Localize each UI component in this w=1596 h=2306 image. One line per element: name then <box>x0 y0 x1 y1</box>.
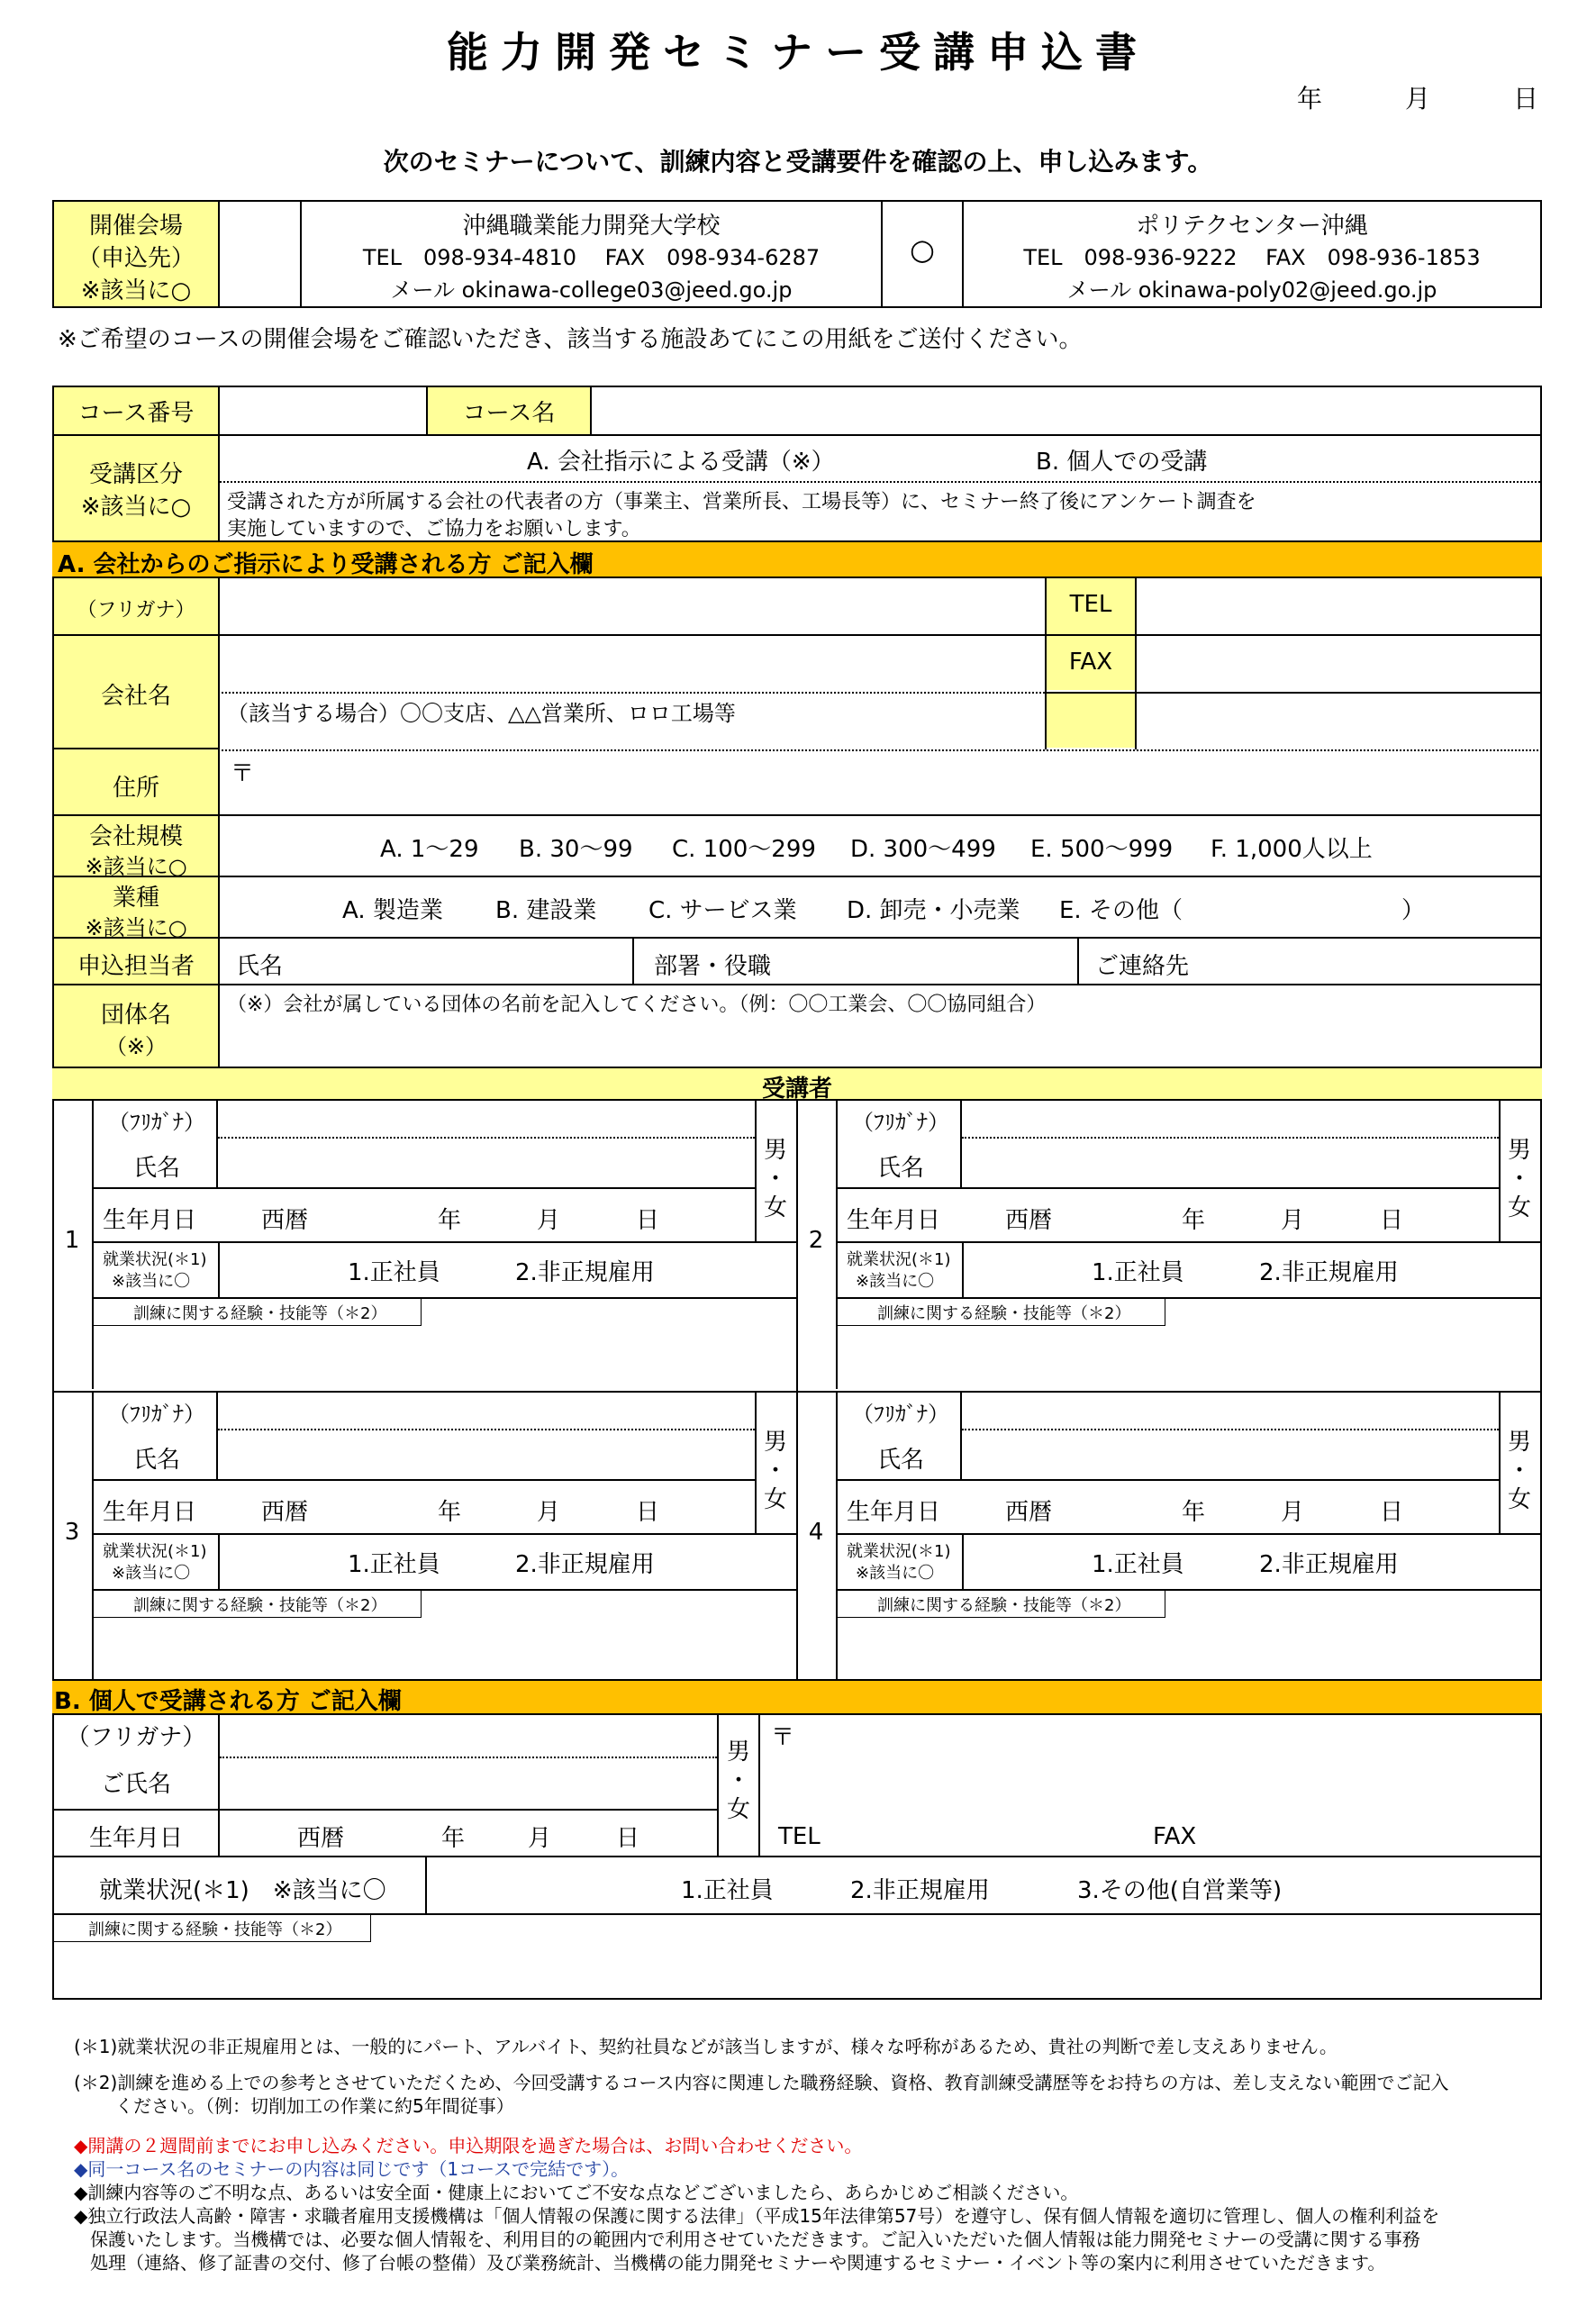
trainee-gender-female[interactable]: 女 <box>1507 1194 1531 1221</box>
trainee-day: 日 <box>1380 1499 1404 1526</box>
trainee-birth-field[interactable] <box>1003 1481 1497 1531</box>
section-a-title: A. 会社からのご指示により受講される方 ご記入欄 <box>58 551 594 578</box>
same-course-note: ◆同一コース名のセミナーの内容は同じです（1コースで完結です）。 <box>74 2158 630 2180</box>
course-number-field[interactable] <box>220 387 426 434</box>
trainee-birth-label: 生年月日 <box>847 1207 941 1234</box>
size-option-d[interactable]: D. 300～499 <box>850 836 996 863</box>
company-name-label: 会社名 <box>100 683 171 710</box>
industry-other-close: ） <box>1401 897 1426 924</box>
trainee-gender-dot: ・ <box>1507 1166 1531 1193</box>
size-option-f[interactable]: F. 1,000人以上 <box>1211 836 1373 863</box>
size-option-b[interactable]: B. 30～99 <box>519 836 633 863</box>
branch-note: （該当する場合）〇〇支店、△△営業所、ロロ工場等 <box>227 701 736 726</box>
group-label-1: 団体名 <box>100 1002 171 1029</box>
size-option-c[interactable]: C. 100～299 <box>672 836 816 863</box>
trainee-number: 4 <box>808 1519 824 1546</box>
footnote-2b: ください。（例：切削加工の作業に約5年間従事） <box>115 2095 514 2117</box>
trainee-furigana-label: （ﾌﾘｶﾞﾅ） <box>108 1110 205 1135</box>
b-era: 西暦 <box>297 1825 345 1852</box>
trainee-furigana-label: （ﾌﾘｶﾞﾅ） <box>108 1402 205 1427</box>
footnote-2a: (＊2)訓練を進める上での参考とさせていただくため、今回受講するコース内容に関連した職務経験、資格、教育訓練受講歴等をお持ちの方は、差し支えない範囲でご記入 <box>74 2072 1449 2093</box>
college-option[interactable] <box>302 202 881 306</box>
course-name-label: コース名 <box>462 400 556 427</box>
trainee-name-field[interactable] <box>962 1139 1497 1187</box>
b-emp-opt-3[interactable]: 3.その他(自営業等) <box>1077 1877 1283 1904</box>
b-birth-label: 生年月日 <box>88 1825 183 1852</box>
trainee-emp-label-1: 就業状況(＊1) <box>847 1542 951 1561</box>
venue-note: ※ご希望のコースの開催会場をご確認いただき、該当する施設あてにこの用紙をご送付ください。 <box>58 326 1083 353</box>
size-option-e[interactable]: E. 500～999 <box>1030 836 1174 863</box>
company-furigana-field[interactable] <box>220 578 1045 634</box>
trainee-birth-label: 生年月日 <box>847 1499 941 1526</box>
individual-name-label: ご氏名 <box>100 1771 171 1798</box>
trainee-month: 月 <box>537 1207 561 1234</box>
b-tel-label: TEL <box>778 1823 821 1850</box>
contact-info-label: ご連絡先 <box>1095 953 1190 980</box>
course-note-2: 実施していますので、ご協力をお願いします。 <box>227 518 641 540</box>
trainee-emp-opt-2[interactable]: 2.非正規雇用 <box>1259 1551 1399 1578</box>
trainee-era: 西暦 <box>1005 1207 1053 1234</box>
trainee-month: 月 <box>1281 1499 1305 1526</box>
industry-option-e[interactable]: E. その他（ <box>1059 897 1183 924</box>
b-year: 年 <box>441 1825 466 1852</box>
trainee-day: 日 <box>636 1207 660 1234</box>
trainee-furigana-label: （ﾌﾘｶﾞﾅ） <box>852 1402 949 1427</box>
date-month: 月 <box>1405 84 1431 113</box>
trainee-year: 年 <box>1182 1499 1206 1526</box>
trainee-name-label: 氏名 <box>877 1155 925 1182</box>
industry-option-b[interactable]: B. 建設業 <box>495 897 597 924</box>
trainee-emp-label-2: ※該当に〇 <box>856 1564 935 1583</box>
date-day: 日 <box>1513 84 1539 113</box>
trainee-emp-label-2: ※該当に〇 <box>112 1564 191 1583</box>
venue-label-2: （申込先） <box>77 245 195 272</box>
trainee-gender-male[interactable]: 男 <box>763 1429 787 1456</box>
postal-mark-b: 〒 <box>771 1724 795 1751</box>
b-day: 日 <box>616 1825 640 1852</box>
company-fax-field[interactable] <box>1137 636 1540 692</box>
trainee-furigana-field[interactable] <box>962 1101 1497 1137</box>
course-note-1: 受講された方が所属する会社の代表者の方（事業主、営業所長、工場長等）に、セミナー終了後にアンケート調査を <box>227 491 1256 513</box>
venue-label-3: ※該当に○ <box>80 277 192 304</box>
contact-name-field[interactable] <box>306 939 630 984</box>
company-tel-field[interactable] <box>1137 578 1540 634</box>
trainee-era: 西暦 <box>261 1207 309 1234</box>
trainee-gender-male[interactable]: 男 <box>1507 1137 1531 1164</box>
trainee-year: 年 <box>438 1207 462 1234</box>
trainee-furigana-field[interactable] <box>962 1393 1497 1429</box>
b-gender-male[interactable]: 男 <box>726 1739 750 1766</box>
contact-label: 申込担当者 <box>77 953 195 980</box>
footnote-1: (＊1)就業状況の非正規雇用とは、一般的にパート、アルバイト、契約社員などが該当しますが、様々な呼称があるため、貴社の判断で差し支えありません。 <box>74 2036 1338 2057</box>
trainee-birth-label: 生年月日 <box>103 1207 197 1234</box>
course-type-label-1: 受講区分 <box>88 461 183 488</box>
privacy-note-3: 処理（連絡、修了証書の交付、修了台帳の整備）及び業務統計、当機構の能力開発セミナーや関連するセミナー・イベント等の案内に利用させていただきます。 <box>90 2252 1386 2274</box>
privacy-note-1: ◆独立行政法人高齢・障害・求職者雇用支援機構は「個人情報の保護に関する法律」（平成15年法律第57号）を遵守し、保有個人情報を適切に管理し、個人の権利利益を <box>74 2205 1440 2227</box>
trainee-emp-label-2: ※該当に〇 <box>112 1272 191 1291</box>
consult-note: ◆訓練内容等のご不明な点、あるいは安全面・健康上においてご不安な点などございましたら、あらかじめご相談ください。 <box>74 2182 1079 2203</box>
trainee-day: 日 <box>1380 1207 1404 1234</box>
trainee-emp-label-2: ※該当に〇 <box>856 1272 935 1291</box>
venue-label-1: 開催会場 <box>88 213 183 240</box>
course-type-label-2: ※該当に○ <box>80 494 192 521</box>
fax-label-a: FAX <box>1068 649 1113 676</box>
trainee-emp-opt-1[interactable]: 1.正社員 <box>1092 1259 1184 1286</box>
trainee-month: 月 <box>1281 1207 1305 1234</box>
intro-text: 次のセミナーについて、訓練内容と受講要件を確認の上、申し込みます。 <box>383 147 1213 177</box>
trainee-birth-label: 生年月日 <box>103 1499 197 1526</box>
trainee-emp-label-1: 就業状況(＊1) <box>847 1250 951 1269</box>
trainee-name-field[interactable] <box>218 1430 753 1479</box>
industry-option-d[interactable]: D. 卸売・小売業 <box>847 897 1020 924</box>
trainee-emp-opt-2[interactable]: 2.非正規雇用 <box>1259 1259 1399 1286</box>
college-tel-fax: TEL 098-934-4810 FAX 098-934-6287 <box>362 245 821 270</box>
b-gender-dot: ・ <box>726 1767 750 1794</box>
page-title: 能力開発セミナー受講申込書 <box>447 28 1149 77</box>
deadline-note: ◆開講の２週間前までにお申し込みください。申込期限を過ぎた場合は、お問い合わせください。 <box>74 2135 863 2156</box>
contact-dept-field[interactable] <box>784 939 1075 984</box>
group-label-2: （※） <box>104 1034 168 1059</box>
trainee-emp-opt-1[interactable]: 1.正社員 <box>348 1551 440 1578</box>
postal-mark-a: 〒 <box>231 760 255 787</box>
contact-dept-label: 部署・役職 <box>654 953 772 980</box>
poly-tel-fax: TEL 098-936-9222 FAX 098-936-1853 <box>1023 245 1481 270</box>
poly-mail: メール okinawa-poly02@jeed.go.jp <box>1066 277 1437 303</box>
trainee-era: 西暦 <box>1005 1499 1053 1526</box>
trainee-furigana-field[interactable] <box>218 1101 753 1137</box>
industry-label-2: ※該当に○ <box>85 915 187 940</box>
date-year: 年 <box>1297 84 1323 113</box>
trainee-birth-field[interactable] <box>259 1189 753 1239</box>
company-name-field[interactable] <box>220 636 1045 692</box>
b-emp-opt-1[interactable]: 1.正社員 <box>681 1877 774 1904</box>
option-company[interactable]: A. 会社指示による受講（※） <box>527 449 835 476</box>
trainee-gender-female[interactable]: 女 <box>763 1194 787 1221</box>
poly-name: ポリテクセンター沖縄 <box>1136 213 1368 240</box>
trainee-emp-label-1: 就業状況(＊1) <box>103 1542 207 1561</box>
trainee-birth-field[interactable] <box>1003 1189 1497 1239</box>
industry-option-a[interactable]: A. 製造業 <box>342 897 443 924</box>
section-b-title: B. 個人で受講される方 ご記入欄 <box>54 1688 402 1715</box>
trainee-number: 3 <box>64 1519 80 1546</box>
contact-info-field[interactable] <box>1207 939 1540 984</box>
selected-mark: ○ <box>910 232 935 267</box>
trainee-number: 2 <box>808 1227 824 1254</box>
trainee-exp-label: 訓練に関する経験・技能等（＊2） <box>133 1304 387 1323</box>
trainee-name-field[interactable] <box>962 1430 1497 1479</box>
individual-furigana-field[interactable] <box>220 1715 717 1757</box>
trainee-gender-dot: ・ <box>763 1166 787 1193</box>
b-month: 月 <box>528 1825 552 1852</box>
trainees-title: 受講者 <box>761 1076 832 1103</box>
trainee-name-label: 氏名 <box>133 1447 181 1474</box>
address-label: 住所 <box>112 775 159 802</box>
trainee-furigana-label: （ﾌﾘｶﾞﾅ） <box>852 1110 949 1135</box>
trainee-name-field[interactable] <box>218 1139 753 1187</box>
trainee-emp-opt-1[interactable]: 1.正社員 <box>348 1259 440 1286</box>
trainee-furigana-field[interactable] <box>218 1393 753 1429</box>
course-number-label: コース番号 <box>77 400 195 427</box>
trainee-gender-male[interactable]: 男 <box>763 1137 787 1164</box>
tel-label-a: TEL <box>1069 591 1112 618</box>
size-option-a[interactable]: A. 1～29 <box>380 836 479 863</box>
trainee-emp-opt-1[interactable]: 1.正社員 <box>1092 1551 1184 1578</box>
trainee-gender-dot: ・ <box>763 1457 787 1484</box>
trainee-emp-label-1: 就業状況(＊1) <box>103 1250 207 1269</box>
company-address-field[interactable] <box>220 751 1540 814</box>
trainee-name-label: 氏名 <box>877 1447 925 1474</box>
b-emp-label: 就業状況(＊1) ※該当に〇 <box>99 1877 386 1904</box>
furigana-label-a: （フリガナ） <box>77 599 195 622</box>
b-gender-female[interactable]: 女 <box>726 1796 750 1823</box>
industry-label-1: 業種 <box>112 885 159 912</box>
trainee-day: 日 <box>636 1499 660 1526</box>
course-name-field[interactable] <box>592 387 1540 434</box>
trainee-gender-male[interactable]: 男 <box>1507 1429 1531 1456</box>
college-mail: メール okinawa-college03@jeed.go.jp <box>390 277 793 303</box>
trainee-emp-opt-2[interactable]: 2.非正規雇用 <box>515 1259 655 1286</box>
b-fax-label: FAX <box>1153 1823 1197 1850</box>
trainee-name-label: 氏名 <box>133 1155 181 1182</box>
individual-name-field[interactable] <box>220 1758 717 1809</box>
trainee-experience-field[interactable] <box>94 1328 796 1387</box>
trainee-year: 年 <box>438 1499 462 1526</box>
contact-name-label: 氏名 <box>236 953 284 980</box>
trainee-era: 西暦 <box>261 1499 309 1526</box>
trainee-birth-field[interactable] <box>259 1481 753 1531</box>
group-name-field[interactable] <box>220 1018 1540 1067</box>
furigana-label-b: （フリガナ） <box>66 1724 206 1751</box>
company-size-label-1: 会社規模 <box>88 823 183 850</box>
individual-experience-field[interactable] <box>54 1944 1540 1998</box>
option-individual[interactable]: B. 個人での受講 <box>1036 449 1208 476</box>
trainee-exp-label: 訓練に関する経験・技能等（＊2） <box>877 1304 1131 1323</box>
group-note: （※）会社が属している団体の名前を記入してください。（例：〇〇工業会、〇〇協同組合） <box>227 994 1047 1016</box>
trainee-experience-field[interactable] <box>838 1328 1540 1387</box>
company-size-label-2: ※該当に○ <box>85 854 187 879</box>
college-name: 沖縄職業能力開発大学校 <box>462 213 721 240</box>
trainee-year: 年 <box>1182 1207 1206 1234</box>
b-emp-opt-2[interactable]: 2.非正規雇用 <box>850 1877 990 1904</box>
trainee-emp-opt-2[interactable]: 2.非正規雇用 <box>515 1551 655 1578</box>
trainee-exp-label: 訓練に関する経験・技能等（＊2） <box>133 1596 387 1615</box>
b-exp-label: 訓練に関する経験・技能等（＊2） <box>88 1920 342 1939</box>
individual-birth-field[interactable] <box>220 1811 717 1856</box>
trainee-month: 月 <box>537 1499 561 1526</box>
poly-option[interactable] <box>964 202 1540 306</box>
trainee-gender-female[interactable]: 女 <box>763 1486 787 1513</box>
privacy-note-2: 保護いたします。当機構では、必要な個人情報を、利用目的の範囲内で利用させていただきます。ご記入いただいた個人情報は能力開発セミナーの受講に関する事務 <box>90 2229 1420 2250</box>
trainee-exp-label: 訓練に関する経験・技能等（＊2） <box>877 1596 1131 1615</box>
trainee-experience-field[interactable] <box>838 1620 1540 1679</box>
trainee-gender-female[interactable]: 女 <box>1507 1486 1531 1513</box>
trainee-experience-field[interactable] <box>94 1620 796 1679</box>
industry-option-c[interactable]: C. サービス業 <box>648 897 797 924</box>
trainee-gender-dot: ・ <box>1507 1457 1531 1484</box>
individual-address-field[interactable] <box>760 1715 1540 1814</box>
trainee-number: 1 <box>64 1227 80 1254</box>
